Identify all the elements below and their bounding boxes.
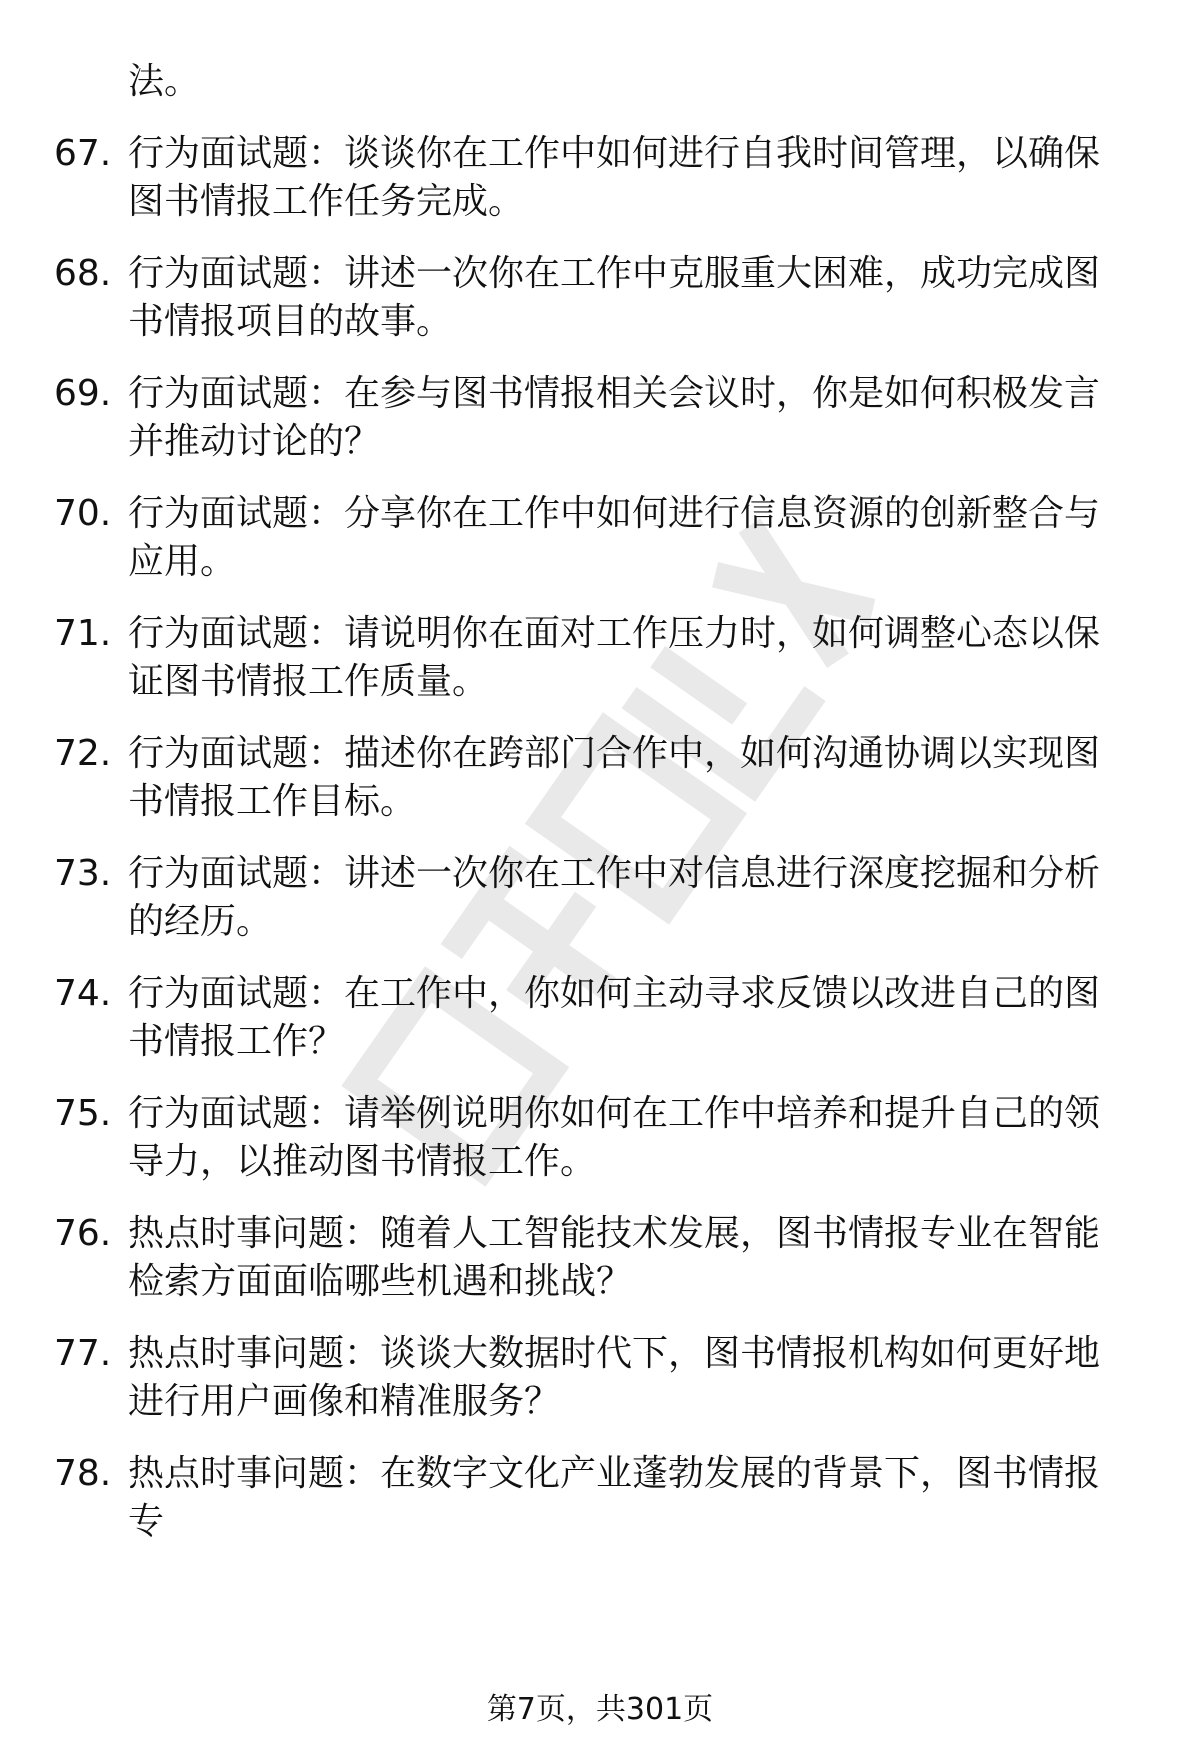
item-text: 行为面试题：请说明你在面对工作压力时，如何调整心态以保证图书情报工作质量。 xyxy=(128,613,1101,702)
item-text: 行为面试题：在工作中，你如何主动寻求反馈以改进自己的图书情报工作？ xyxy=(128,973,1101,1062)
page-footer: 第7页，共301页 xyxy=(486,1692,714,1727)
item-text: 行为面试题：分享你在工作中如何进行信息资源的创新整合与应用。 xyxy=(128,493,1101,582)
item-number: 67. xyxy=(54,133,112,174)
item-text: 热点时事问题：在数字文化产业蓬勃发展的背景下，图书情报专 xyxy=(128,1453,1101,1542)
item-number: 76. xyxy=(54,1213,112,1254)
item-number: 74. xyxy=(54,973,112,1014)
item-number: 68. xyxy=(54,253,112,294)
item-number: 72. xyxy=(54,733,112,774)
item-number: 71. xyxy=(54,613,112,654)
item-text: 行为面试题：描述你在跨部门合作中，如何沟通协调以实现图书情报工作目标。 xyxy=(128,733,1101,822)
item-number: 75. xyxy=(54,1093,112,1134)
item-number: 78. xyxy=(54,1453,112,1494)
item-text: 行为面试题：讲述一次你在工作中克服重大困难，成功完成图书情报项目的故事。 xyxy=(128,253,1101,342)
item-number: 69. xyxy=(54,373,112,414)
continued-text: 法。 xyxy=(128,61,201,102)
item-text: 热点时事问题：谈谈大数据时代下，图书情报机构如何更好地进行用户画像和精准服务？ xyxy=(128,1333,1101,1422)
item-text: 行为面试题：在参与图书情报相关会议时，你是如何积极发言并推动讨论的？ xyxy=(128,373,1101,462)
item-number: 73. xyxy=(54,853,112,894)
item-number: 77. xyxy=(54,1333,112,1374)
item-text: 行为面试题：谈谈你在工作中如何进行自我时间管理，以确保图书情报工作任务完成。 xyxy=(128,133,1101,222)
item-number: 70. xyxy=(54,493,112,534)
item-text: 热点时事问题：随着人工智能技术发展，图书情报专业在智能检索方面面临哪些机遇和挑战？ xyxy=(128,1213,1101,1302)
item-text: 行为面试题：讲述一次你在工作中对信息进行深度挖掘和分析的经历。 xyxy=(128,853,1101,942)
item-text: 行为面试题：请举例说明你如何在工作中培养和提升自己的领导力，以推动图书情报工作。 xyxy=(128,1093,1101,1182)
